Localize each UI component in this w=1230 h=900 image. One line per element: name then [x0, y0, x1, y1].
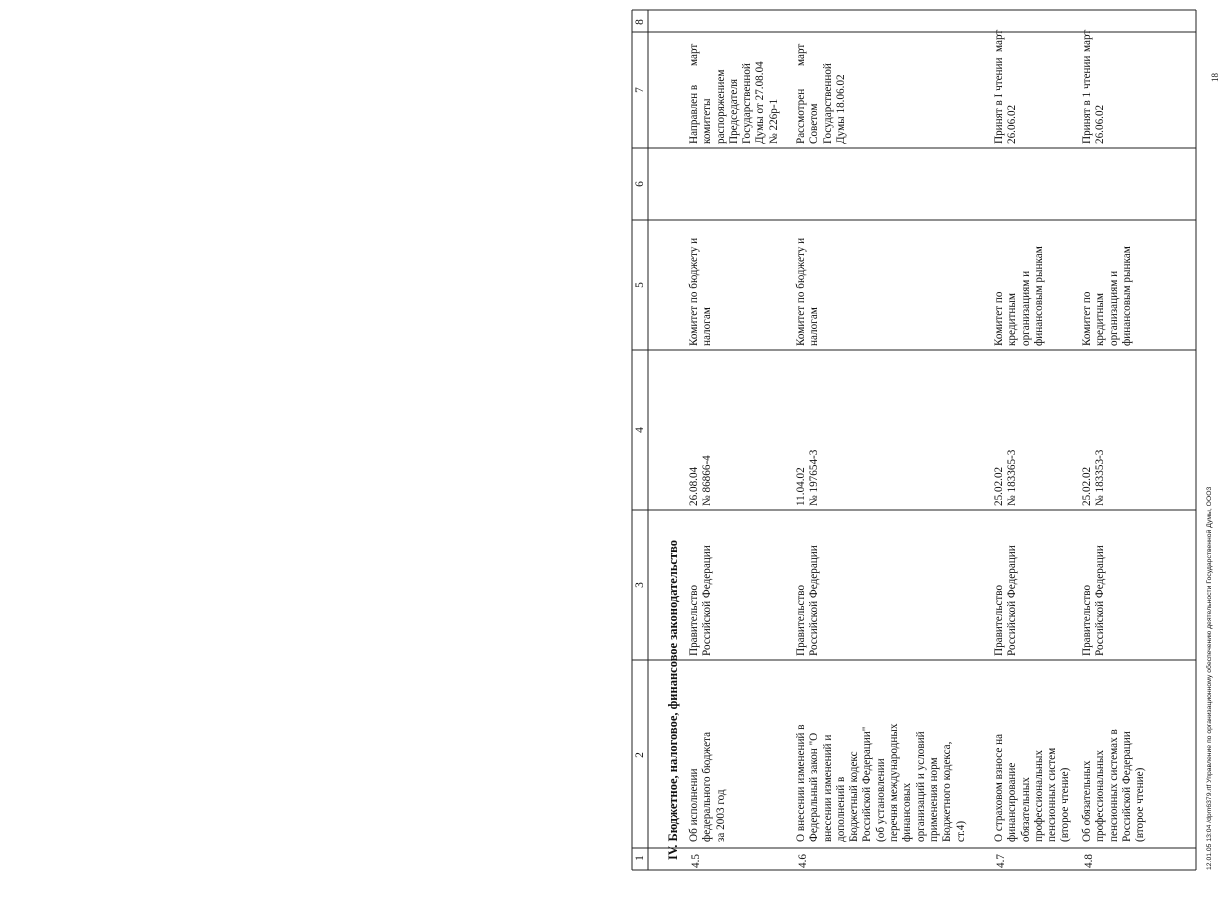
section-title: IV. Бюджетное, налоговое, финансовое законодательство	[666, 539, 680, 860]
row-number: 4.8	[1083, 854, 1095, 868]
row-term: март	[795, 43, 807, 66]
row-status: Рассмотрен Советом Государственной Думы 18.06.02	[795, 63, 847, 144]
column-header-1: 1	[634, 855, 646, 861]
row-date-reg: 11.04.02 № 197654-3	[795, 449, 821, 506]
row-initiator: Правительство Российской Федерации	[993, 545, 1019, 656]
row-term: март	[1081, 29, 1093, 52]
row-number: 4.6	[797, 854, 809, 868]
row-initiator: Правительство Российской Федерации	[688, 545, 714, 656]
page-footer: 12.01.05 13:04 /dpm6379.rtf Управление по организационному обеспечению деятельности Государственной Думы, ООО3	[1206, 486, 1213, 870]
row-term: март	[993, 29, 1005, 52]
row-committee: Комитет по бюджету и налогам	[795, 237, 821, 346]
row-title: О внесении изменений в Федеральный закон "О внесении изменений и дополнений в Бюджетный кодекс Российской Федерации" (об установлении перечня международных финансовых организаций и условий применения норм Бюджетного кодекса, ст.4)	[795, 723, 967, 842]
row-number: 4.7	[995, 854, 1007, 868]
row-status: Направлен в комитеты распоряжением Председателя Государственной Думы от 27.08.04 № 226р-1	[688, 61, 780, 144]
row-committee: Комитет по кредитным организациям и финансовым рынкам	[993, 246, 1045, 346]
row-initiator: Правительство Российской Федерации	[1081, 545, 1107, 656]
row-committee: Комитет по бюджету и налогам	[688, 237, 714, 346]
column-header-4: 4	[634, 427, 646, 433]
column-header-3: 3	[634, 582, 646, 588]
row-status: Принят в I чтении 26.06.02	[993, 57, 1019, 144]
page-number: 18	[1210, 73, 1220, 82]
row-title: О страховом взносе на финансирование обязательных профессиональных пенсионных систем (второе чтение)	[993, 733, 1072, 842]
row-date-reg: 25.02.02 № 183353-3	[1081, 449, 1107, 506]
column-header-7: 7	[634, 87, 646, 93]
rotated-document	[630, 10, 1230, 870]
row-committee: Комитет по кредитным организациям и финансовым рынкам	[1081, 246, 1133, 346]
row-date-reg: 26.08.04 № 86866-4	[688, 455, 714, 506]
row-date-reg: 25.02.02 № 183365-3	[993, 449, 1019, 506]
row-title: Об обязательных профессиональных пенсионных системах в Российской Федерации (второе чтение)	[1081, 729, 1147, 842]
column-header-2: 2	[634, 752, 646, 758]
row-term: март	[688, 43, 700, 66]
row-title: Об исполнении федерального бюджета за 2003 год	[688, 731, 727, 842]
row-number: 4.5	[690, 854, 702, 868]
row-initiator: Правительство Российской Федерации	[795, 545, 821, 656]
row-status: Принят в 1 чтении 26.06.02	[1081, 55, 1107, 144]
column-header-5: 5	[634, 282, 646, 288]
column-header-8: 8	[634, 19, 646, 25]
column-header-6: 6	[634, 181, 646, 187]
